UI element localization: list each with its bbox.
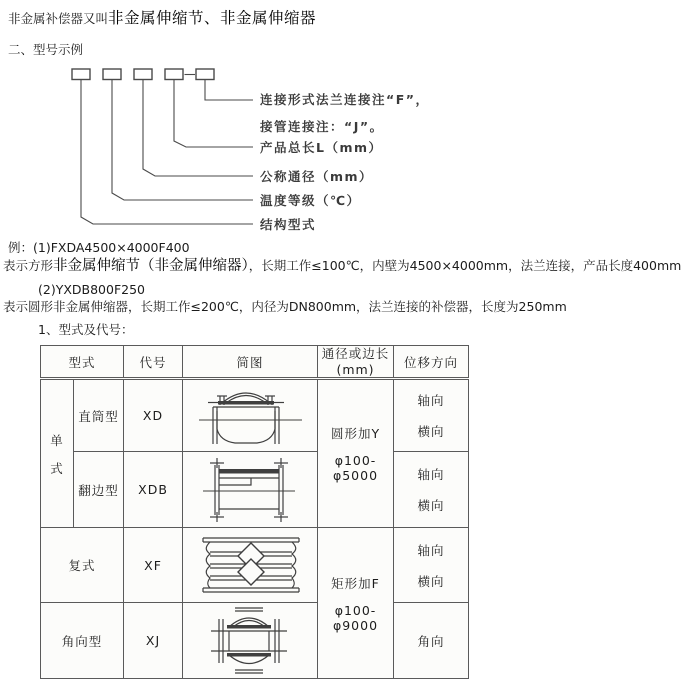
table-row: [41, 603, 469, 679]
diagram-label-length: 产品总长L（mm）: [260, 140, 383, 155]
direction-cell-xf: [394, 528, 469, 603]
group-cell-single: [41, 379, 74, 528]
diagram-label-temperature: 温度等级（℃）: [260, 193, 361, 208]
table-row: [41, 452, 469, 528]
type-cell-xj: 角向型: [41, 603, 124, 679]
xj-sketch: [183, 604, 318, 678]
header-sketch: 简图: [183, 346, 318, 379]
section-heading: 二、型号示例: [8, 42, 84, 57]
size-round-line2: φ100-φ5000: [332, 453, 379, 484]
example2-code: (2)YXDB800F250: [38, 282, 146, 297]
diagram-label-connection: 连接形式法兰连接注“F”，: [260, 92, 430, 107]
xd-sketch: [183, 380, 318, 451]
type-cell-xf: 复式: [41, 528, 124, 603]
code-boxes: [72, 69, 214, 80]
xf-sketch: [183, 529, 318, 602]
direction-axial: 轴向: [417, 467, 445, 483]
type-cell-xd: 直筒型: [74, 379, 124, 452]
diagram-label-pipe-connection: 接管连接注：“J”。: [260, 119, 384, 134]
code-cell-xj: XJ: [124, 603, 183, 679]
direction-lateral: 横向: [417, 424, 445, 440]
header-code: 代号: [124, 346, 183, 379]
direction-lateral: 横向: [417, 573, 445, 589]
diagram-label-structure: 结构型式: [260, 217, 317, 232]
header-direction: 位移方向: [394, 346, 469, 379]
sketch-cell-xj: [183, 603, 318, 679]
intro-emphasis: 非金属伸缩节、非金属伸缩器: [108, 9, 317, 27]
example1-desc-suffix: ，长期工作≤100℃，内壁为4500×4000mm，法兰连接，产品长度400mm: [248, 258, 682, 273]
table-caption: 1、型式及代号：: [38, 322, 134, 337]
code-cell-xf: XF: [124, 528, 183, 603]
table-row: [41, 379, 469, 452]
direction-cell-xdb: [394, 452, 469, 528]
code-cell-xd: XD: [124, 379, 183, 452]
group-char-2: 式: [50, 460, 64, 476]
type-cell-xdb: 翻边型: [74, 452, 124, 528]
example2-description: 表示圆形非金属伸缩器，长期工作≤200℃，内径为DN800mm，法兰连接的补偿器，长度为250mm: [3, 299, 567, 314]
direction-axial: 轴向: [417, 542, 445, 558]
header-type: 型式: [41, 346, 124, 379]
intro-line: [8, 6, 316, 28]
example1-desc-prefix: 表示方形: [3, 258, 54, 273]
direction-cell-xj: [394, 603, 469, 679]
header-size-line2: (mm): [336, 361, 375, 377]
diagram-label-diameter: 公称通径（mm）: [260, 169, 374, 184]
table-row: [41, 528, 469, 603]
sketch-cell-xd: [183, 379, 318, 452]
header-size: [318, 346, 394, 379]
intro-prefix: 非金属补偿器又叫: [8, 11, 109, 26]
example1-description: [3, 256, 681, 276]
leader-lines: [81, 80, 253, 225]
code-cell-xdb: XDB: [124, 452, 183, 528]
example1-desc-emphasis: 非金属伸缩节（非金属伸缩器）: [53, 258, 249, 274]
size-round-line1: 圆形加Y: [330, 426, 381, 442]
example-heading: 例：(1)FXDA4500×4000F400: [8, 240, 190, 255]
size-cell-rect: [318, 528, 394, 679]
sketch-cell-xf: [183, 528, 318, 603]
direction-axial: 轴向: [417, 393, 445, 409]
size-rect-line1: 矩形加F: [331, 575, 380, 591]
header-size-line1: 通径或边长: [321, 346, 390, 361]
xdb-sketch: [183, 453, 318, 527]
type-code-table: [40, 345, 469, 679]
size-rect-line2: φ100-φ9000: [332, 602, 379, 633]
sketch-cell-xdb: [183, 452, 318, 528]
header-row: [41, 346, 469, 379]
direction-cell-xd: [394, 379, 469, 452]
direction-lateral: 横向: [417, 498, 445, 514]
direction-angular: 角向: [417, 633, 445, 649]
size-cell-round: [318, 379, 394, 528]
model-number-diagram: [0, 55, 460, 240]
group-char-1: 单: [50, 432, 64, 448]
